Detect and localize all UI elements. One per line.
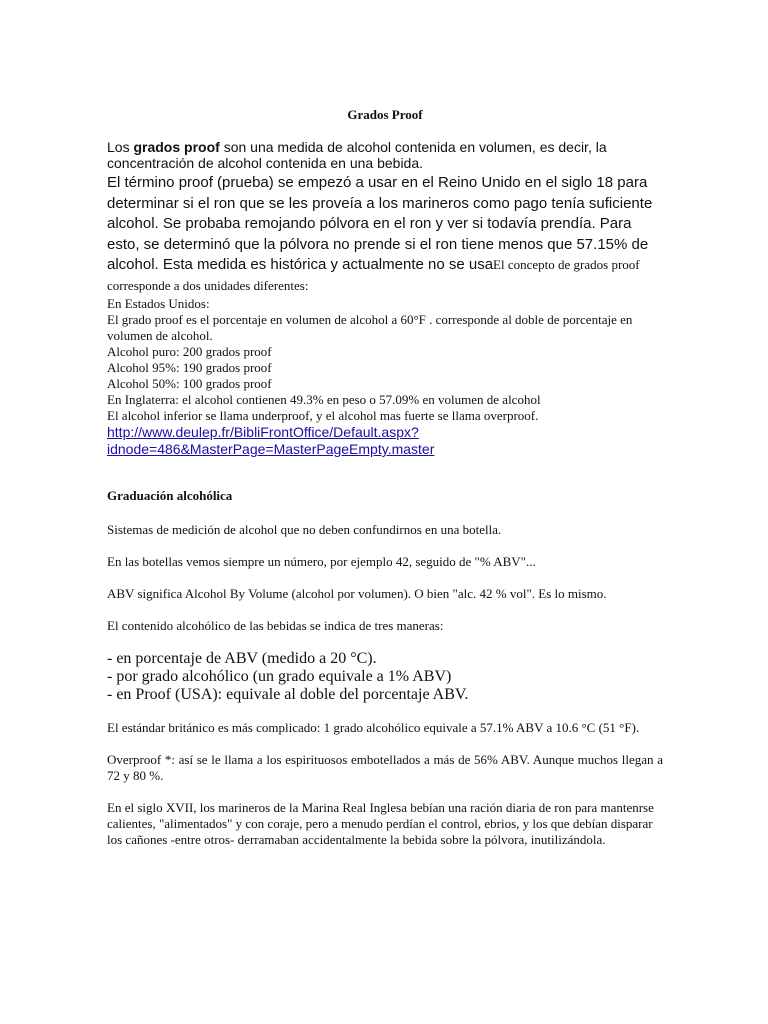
us-heading: En Estados Unidos: — [107, 296, 210, 311]
source-link[interactable] — [107, 424, 434, 458]
us-description: El grado proof es el porcentaje en volumen de alcohol a 60°F . corresponde al doble de porcentaje en volumen de alcohol. — [107, 312, 633, 343]
paragraph: ABV significa Alcohol By Volume (alcohol por volumen). O bien "alc. 42 % vol". Es lo mismo. — [107, 586, 607, 601]
intro-p1-suffix: son una medida de alcohol contenida en volumen, es decir, la concentración de alcohol contenida en una bebida. — [107, 139, 607, 171]
underproof-overproof-note: El alcohol inferior se llama underproof, y el alcohol mas fuerte se llama overproof. — [107, 408, 539, 423]
proof-list-item: Alcohol 50%: 100 grados proof — [107, 376, 272, 391]
intro-p2-tail: El concepto de grados proof corresponde a dos unidades diferentes: — [107, 257, 640, 293]
page-title: Grados Proof — [347, 107, 423, 122]
paragraph: Overproof *: así se le llama a los espirituosos embotellados a más de 56% ABV. Aunque muchos llegan a 72 y 80 %. — [107, 752, 663, 783]
intro-p1-bold-term: grados proof — [133, 139, 220, 155]
paragraph: En el siglo XVII, los marineros de la Marina Real Inglesa bebían una ración diaria de ron para mantenrse calientes, "alimentados" y con coraje, pero a menudo perdían el control, ebrios, y los que debían disparar los cañones -entre otros- derramaban accidentalmente la bebida sobre la pólvora, inutilizándola. — [107, 800, 654, 847]
method-item: - por grado alcohólico (un grado equivale a 1% ABV) — [107, 668, 452, 685]
paragraph: Sistemas de medición de alcohol que no deben confundirnos en una botella. — [107, 522, 502, 537]
methods-list — [107, 650, 663, 704]
method-item: - en Proof (USA): equivale al doble del porcentaje ABV. — [107, 686, 469, 703]
proof-list-item: Alcohol puro: 200 grados proof — [107, 344, 272, 359]
paragraph: El contenido alcohólico de las bebidas se indica de tres maneras: — [107, 618, 444, 633]
intro-p2-text: El término proof (prueba) se empezó a usar en el Reino Unido en el siglo 18 para determinar si el ron que se les proveía a los marineros como pago tenía suficiente alcohol. Se probaba remojando pólvora en el ron y ver si todavía prendía. Para esto, se determinó que la pólvora no prende si el ron tiene menos que 57.15% de alcohol. Esta medida es histórica y actualmente no se usa — [107, 174, 653, 273]
method-item: - en porcentaje de ABV (medido a 20 °C). — [107, 650, 377, 667]
paragraph: El estándar británico es más complicado: 1 grado alcohólico equivale a 57.1% ABV a 10.6 °C (51 °F). — [107, 720, 640, 735]
england-definition: En Inglaterra: el alcohol contienen 49.3% en peso o 57.09% en volumen de alcohol — [107, 392, 541, 407]
source-link-line-2: idnode=486&MasterPage=MasterPageEmpty.master — [107, 441, 435, 457]
source-link-line-1: http://www.deulep.fr/BibliFrontOffice/Default.aspx? — [107, 424, 419, 440]
paragraph: En las botellas vemos siempre un número, por ejemplo 42, seguido de "% ABV"... — [107, 554, 536, 569]
intro-section — [107, 140, 663, 459]
intro-p1-prefix: Los — [107, 139, 134, 155]
proof-list-item: Alcohol 95%: 190 grados proof — [107, 360, 272, 375]
proof-definitions — [107, 296, 663, 424]
intro-paragraph-2 — [107, 173, 663, 296]
intro-paragraph-1 — [107, 140, 663, 171]
graduacion-section — [107, 488, 663, 864]
section-heading: Graduación alcohólica — [107, 488, 233, 503]
